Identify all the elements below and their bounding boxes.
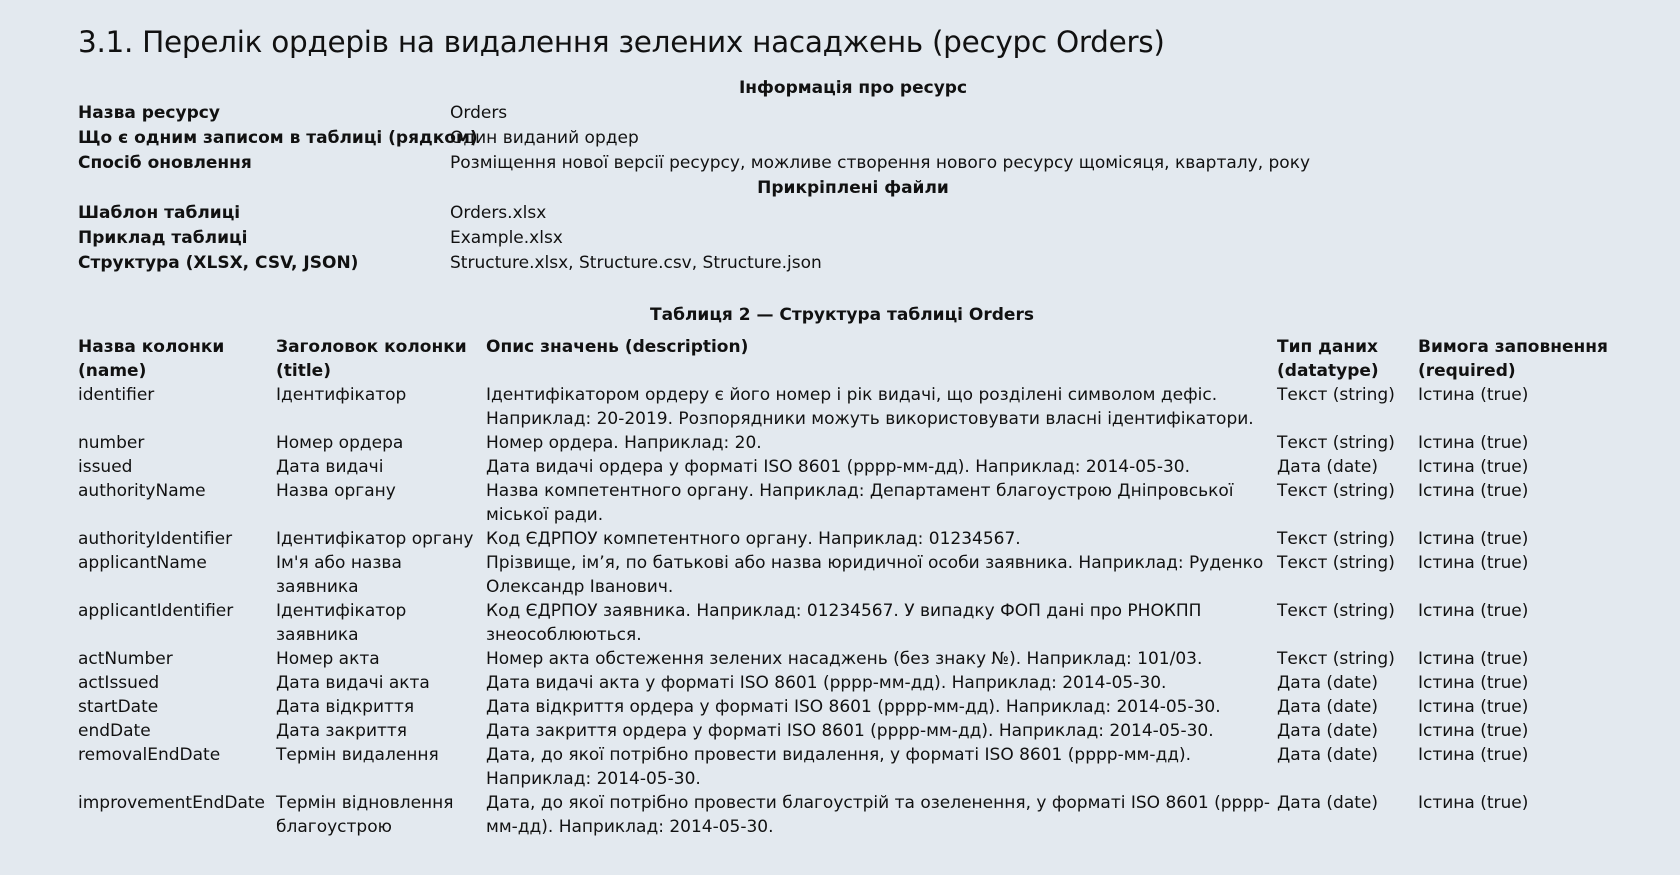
cell-datatype: Дата (date) [1277,793,1379,813]
info-row [78,151,1438,176]
table-row [78,551,1608,599]
cell-datatype: Текст (string) [1277,433,1395,453]
cell-name: authorityName [78,481,206,501]
cell-name: identifier [78,385,155,405]
table-row [78,695,1608,719]
column-header-datatype: Тип даних (datatype) [1277,337,1379,381]
cell-required: Істина (true) [1418,433,1529,453]
table-row [78,671,1608,695]
cell-name: number [78,433,145,453]
cell-title: Ідентифікатор органу [276,529,474,549]
cell-title: Дата відкриття [276,697,415,717]
resource-info-block [78,76,1438,276]
cell-name: actNumber [78,649,173,669]
cell-name: improvementEndDate [78,793,266,813]
table-row [78,527,1608,551]
cell-description: Дата, до якої потрібно провести благоустрій та озеленення, у форматі ISO 8601 (рррр-мм-дд). Наприклад: 2014-05-30. [486,793,1271,837]
cell-title: Дата закриття [276,721,408,741]
cell-datatype: Дата (date) [1277,673,1379,693]
file-row [78,201,1438,226]
cell-name: issued [78,457,133,477]
resource-info-heading: Інформація про ресурс [738,78,968,98]
cell-name: applicantName [78,553,207,573]
cell-title: Термін відновлення благоустрою [276,793,454,837]
file-label: Структура (XLSX, CSV, JSON) [78,253,359,273]
info-value: Orders [450,103,508,123]
cell-datatype: Текст (string) [1277,601,1395,621]
cell-required: Істина (true) [1418,553,1529,573]
attached-files-heading: Прикріплені файли [757,178,949,198]
cell-description: Назва компетентного органу. Наприклад: Департамент благоустрою Дніпровської міської ради. [486,481,1234,525]
info-label: Спосіб оновлення [78,153,252,173]
cell-required: Істина (true) [1418,745,1529,765]
cell-description: Дата відкриття ордера у форматі ISO 8601 (рррр-мм-дд). Наприклад: 2014-05-30. [486,697,1221,717]
table-row [78,479,1608,527]
cell-datatype: Дата (date) [1277,745,1379,765]
cell-required: Істина (true) [1418,793,1529,813]
cell-title: Номер ордера [276,433,404,453]
cell-description: Дата видачі ордера у форматі ISO 8601 (рррр-мм-дд). Наприклад: 2014-05-30. [486,457,1191,477]
column-header-description: Опис значень (description) [486,337,749,357]
cell-name: startDate [78,697,159,717]
cell-name: endDate [78,721,151,741]
cell-required: Істина (true) [1418,673,1529,693]
column-header-title: Заголовок колонки (title) [276,337,467,381]
cell-required: Істина (true) [1418,529,1529,549]
file-link[interactable]: Example.xlsx [450,228,563,248]
cell-title: Ідентифікатор заявника [276,601,407,645]
page-title: 3.1. Перелік ордерів на видалення зелених насаджень (ресурс Orders) [78,25,1165,59]
file-link[interactable]: Structure.xlsx, Structure.csv, Structure.json [450,253,822,273]
table-row [78,431,1608,455]
cell-required: Істина (true) [1418,721,1529,741]
cell-name: removalEndDate [78,745,221,765]
cell-datatype: Текст (string) [1277,529,1395,549]
cell-title: Дата видачі акта [276,673,430,693]
cell-title: Номер акта [276,649,380,669]
file-label: Шаблон таблиці [78,203,241,223]
cell-description: Номер акта обстеження зелених насаджень (без знаку №). Наприклад: 101/03. [486,649,1203,669]
cell-name: applicantIdentifier [78,601,234,621]
cell-description: Номер ордера. Наприклад: 20. [486,433,762,453]
cell-datatype: Дата (date) [1277,457,1379,477]
info-row [78,126,1438,151]
cell-required: Істина (true) [1418,457,1529,477]
cell-description: Код ЄДРПОУ компетентного органу. Наприклад: 01234567. [486,529,1021,549]
column-header-required: Вимога заповнення (required) [1418,337,1608,381]
info-row [78,101,1438,126]
cell-title: Назва органу [276,481,396,501]
info-value: Розміщення нової версії ресурсу, можливе створення нового ресурсу щомісяця, кварталу, року [450,153,1311,173]
cell-datatype: Дата (date) [1277,721,1379,741]
cell-description: Дата видачі акта у форматі ISO 8601 (рррр-мм-дд). Наприклад: 2014-05-30. [486,673,1167,693]
table-row [78,455,1608,479]
table-row [78,791,1608,839]
file-label: Приклад таблиці [78,228,248,248]
cell-required: Істина (true) [1418,649,1529,669]
table-row [78,599,1608,647]
table-caption: Таблиця 2 — Структура таблиці Orders [650,305,1034,325]
cell-title: Ім'я або назва заявника [276,553,402,597]
file-link[interactable]: Orders.xlsx [450,203,547,223]
cell-description: Ідентифікатором ордеру є його номер і рік видачі, що розділені символом дефіс. Наприклад: 20-2019. Розпорядники можуть використовувати власні ідентифікатори. [486,385,1254,429]
cell-title: Термін видалення [276,745,439,765]
cell-description: Дата, до якої потрібно провести видалення, у форматі ISO 8601 (рррр-мм-дд). Наприклад: 2014-05-30. [486,745,1192,789]
cell-required: Істина (true) [1418,697,1529,717]
info-label: Що є одним записом в таблиці (рядком) [78,128,478,148]
info-value: Один виданий ордер [450,128,639,148]
cell-datatype: Текст (string) [1277,553,1395,573]
cell-title: Дата видачі [276,457,384,477]
column-header-name: Назва колонки (name) [78,337,225,381]
file-row [78,251,1438,276]
table-header-row [78,335,1608,383]
cell-name: actIssued [78,673,160,693]
cell-description: Дата закриття ордера у форматі ISO 8601 (рррр-мм-дд). Наприклад: 2014-05-30. [486,721,1214,741]
table-row [78,647,1608,671]
cell-title: Ідентифікатор [276,385,407,405]
cell-datatype: Текст (string) [1277,481,1395,501]
cell-description: Прізвище, ім’я, по батькові або назва юридичної особи заявника. Наприклад: Руденко Олександр Іванович. [486,553,1264,597]
cell-required: Істина (true) [1418,385,1529,405]
cell-required: Істина (true) [1418,481,1529,501]
file-row [78,226,1438,251]
cell-description: Код ЄДРПОУ заявника. Наприклад: 01234567. У випадку ФОП дані про РНОКПП знеособлюються. [486,601,1202,645]
cell-datatype: Текст (string) [1277,385,1395,405]
cell-name: authorityIdentifier [78,529,233,549]
table-row [78,383,1608,431]
structure-table [78,335,1608,839]
cell-required: Істина (true) [1418,601,1529,621]
table-row [78,743,1608,791]
cell-datatype: Дата (date) [1277,697,1379,717]
cell-datatype: Текст (string) [1277,649,1395,669]
info-label: Назва ресурсу [78,103,220,123]
table-row [78,719,1608,743]
